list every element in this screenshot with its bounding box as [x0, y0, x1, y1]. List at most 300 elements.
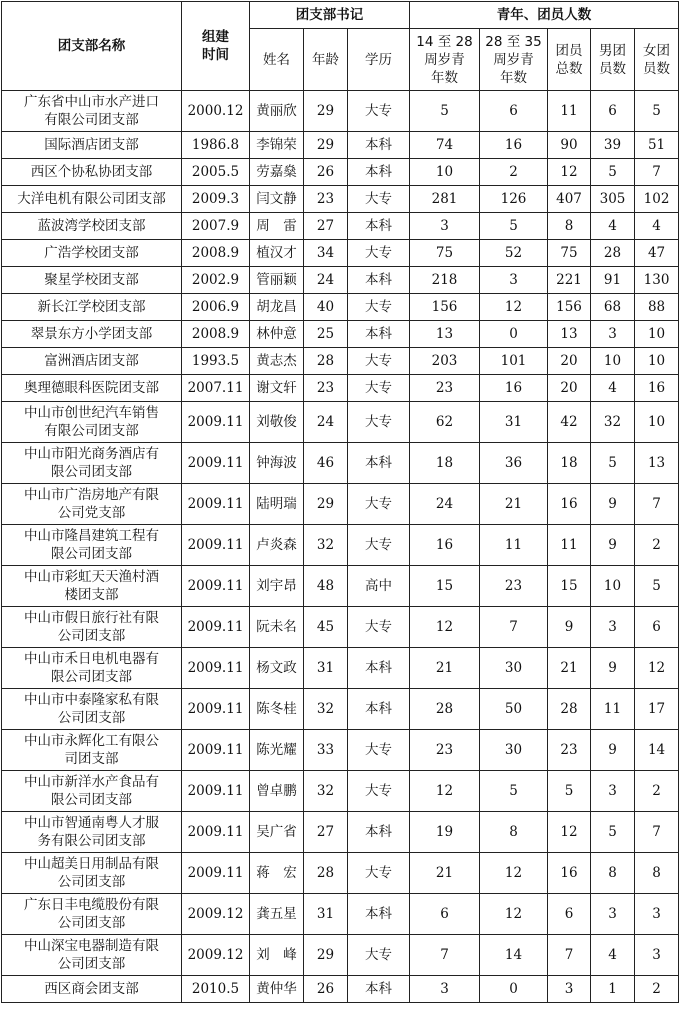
members-total: 3 [548, 976, 591, 1003]
secretary-name: 谢文轩 [250, 375, 304, 402]
secretary-name: 杨文政 [250, 648, 304, 689]
youth-28-35-count: 0 [480, 321, 548, 348]
header-count-group: 青年、团员人数 [410, 2, 679, 29]
established-time: 2009.11 [182, 648, 250, 689]
youth-14-28-count: 21 [410, 648, 480, 689]
youth-14-28-count: 24 [410, 484, 480, 525]
youth-28-35-count: 23 [480, 566, 548, 607]
members-female: 51 [635, 132, 679, 159]
youth-14-28-count: 203 [410, 348, 480, 375]
secretary-name: 黄丽欣 [250, 91, 304, 132]
youth-14-28-count: 15 [410, 566, 480, 607]
secretary-education: 大专 [348, 935, 410, 976]
members-total: 90 [548, 132, 591, 159]
members-male: 3 [591, 771, 635, 812]
members-male: 5 [591, 159, 635, 186]
members-total: 5 [548, 771, 591, 812]
header-members-total: 团员 总数 [548, 29, 591, 91]
youth-28-35-count: 126 [480, 186, 548, 213]
members-female: 10 [635, 402, 679, 443]
secretary-name: 李锦荣 [250, 132, 304, 159]
secretary-age: 29 [304, 132, 348, 159]
header-secretary-education: 学历 [348, 29, 410, 91]
members-female: 2 [635, 771, 679, 812]
members-total: 28 [548, 689, 591, 730]
established-time: 2009.3 [182, 186, 250, 213]
established-time: 2009.11 [182, 812, 250, 853]
secretary-age: 24 [304, 267, 348, 294]
secretary-age: 31 [304, 894, 348, 935]
table-row [2, 91, 679, 132]
branch-name: 广浩学校团支部 [2, 240, 182, 267]
members-total: 9 [548, 607, 591, 648]
established-time: 1993.5 [182, 348, 250, 375]
secretary-age: 27 [304, 213, 348, 240]
youth-14-28-count: 62 [410, 402, 480, 443]
youth-28-35-count: 11 [480, 525, 548, 566]
branch-name: 中山市中泰隆家私有限 公司团支部 [2, 689, 182, 730]
members-male: 68 [591, 294, 635, 321]
secretary-age: 40 [304, 294, 348, 321]
youth-28-35-count: 16 [480, 375, 548, 402]
header-branch-name: 团支部名称 [2, 2, 182, 91]
youth-14-28-count: 18 [410, 443, 480, 484]
table-row [2, 607, 679, 648]
branch-name: 中山市彩虹天天渔村酒 楼团支部 [2, 566, 182, 607]
members-male: 3 [591, 607, 635, 648]
established-time: 2008.9 [182, 321, 250, 348]
secretary-age: 28 [304, 853, 348, 894]
members-male: 11 [591, 689, 635, 730]
members-male: 4 [591, 213, 635, 240]
members-total: 23 [548, 730, 591, 771]
table-row [2, 321, 679, 348]
secretary-age: 31 [304, 648, 348, 689]
members-total: 407 [548, 186, 591, 213]
table-row [2, 648, 679, 689]
members-female: 7 [635, 484, 679, 525]
table-row [2, 159, 679, 186]
secretary-name: 刘 峰 [250, 935, 304, 976]
secretary-education: 本科 [348, 689, 410, 730]
members-total: 20 [548, 375, 591, 402]
secretary-name: 钟海波 [250, 443, 304, 484]
established-time: 2009.11 [182, 402, 250, 443]
secretary-age: 23 [304, 186, 348, 213]
branch-name: 奥理德眼科医院团支部 [2, 375, 182, 402]
youth-14-28-count: 74 [410, 132, 480, 159]
secretary-education: 本科 [348, 321, 410, 348]
members-total: 8 [548, 213, 591, 240]
branch-name: 大洋电机有限公司团支部 [2, 186, 182, 213]
branch-name: 中山市新洋水产食品有 限公司团支部 [2, 771, 182, 812]
youth-14-28-count: 23 [410, 375, 480, 402]
secretary-age: 24 [304, 402, 348, 443]
branch-name: 新长江学校团支部 [2, 294, 182, 321]
header-established: 组建 时间 [182, 2, 250, 91]
members-female: 5 [635, 91, 679, 132]
branch-name: 中山深宝电器制造有限 公司团支部 [2, 935, 182, 976]
members-female: 10 [635, 348, 679, 375]
table-row [2, 240, 679, 267]
youth-28-35-count: 30 [480, 648, 548, 689]
members-male: 5 [591, 812, 635, 853]
secretary-name: 周 雷 [250, 213, 304, 240]
secretary-education: 本科 [348, 812, 410, 853]
members-female: 3 [635, 894, 679, 935]
secretary-education: 大专 [348, 186, 410, 213]
members-male: 305 [591, 186, 635, 213]
secretary-name: 植汉才 [250, 240, 304, 267]
table-row [2, 730, 679, 771]
table-row [2, 267, 679, 294]
members-male: 6 [591, 91, 635, 132]
youth-14-28-count: 19 [410, 812, 480, 853]
secretary-education: 大专 [348, 525, 410, 566]
members-female: 14 [635, 730, 679, 771]
members-total: 7 [548, 935, 591, 976]
established-time: 2009.11 [182, 566, 250, 607]
youth-14-28-count: 16 [410, 525, 480, 566]
branch-name: 聚星学校团支部 [2, 267, 182, 294]
members-female: 13 [635, 443, 679, 484]
members-total: 12 [548, 159, 591, 186]
members-total: 18 [548, 443, 591, 484]
secretary-name: 曾卓鹏 [250, 771, 304, 812]
members-female: 17 [635, 689, 679, 730]
secretary-age: 26 [304, 159, 348, 186]
youth-14-28-count: 7 [410, 935, 480, 976]
youth-14-28-count: 3 [410, 213, 480, 240]
table-row [2, 375, 679, 402]
branch-name: 翠景东方小学团支部 [2, 321, 182, 348]
secretary-age: 29 [304, 484, 348, 525]
members-male: 8 [591, 853, 635, 894]
table-header [2, 2, 679, 91]
secretary-age: 32 [304, 771, 348, 812]
table-body [2, 91, 679, 1003]
branch-name: 中山市创世纪汽车销售 有限公司团支部 [2, 402, 182, 443]
secretary-name: 陆明瑞 [250, 484, 304, 525]
youth-28-35-count: 16 [480, 132, 548, 159]
youth-14-28-count: 3 [410, 976, 480, 1003]
table-row [2, 525, 679, 566]
table-row [2, 443, 679, 484]
members-male: 28 [591, 240, 635, 267]
branch-name: 西区个协私协团支部 [2, 159, 182, 186]
youth-14-28-count: 75 [410, 240, 480, 267]
established-time: 2009.11 [182, 771, 250, 812]
established-time: 2009.12 [182, 935, 250, 976]
members-male: 3 [591, 321, 635, 348]
secretary-age: 32 [304, 689, 348, 730]
youth-28-35-count: 14 [480, 935, 548, 976]
branch-name: 中山市广浩房地产有限 公司党支部 [2, 484, 182, 525]
header-secretary-group: 团支部书记 [250, 2, 410, 29]
secretary-age: 32 [304, 525, 348, 566]
members-female: 88 [635, 294, 679, 321]
members-total: 16 [548, 853, 591, 894]
secretary-name: 蒋 宏 [250, 853, 304, 894]
header-youth-28-35: 28 至 35 周岁青 年数 [480, 29, 548, 91]
branch-name: 中山市假日旅行社有限 公司团支部 [2, 607, 182, 648]
members-total: 16 [548, 484, 591, 525]
table-row [2, 294, 679, 321]
table-row [2, 348, 679, 375]
members-total: 15 [548, 566, 591, 607]
table-row [2, 935, 679, 976]
branch-name: 蓝波湾学校团支部 [2, 213, 182, 240]
youth-28-35-count: 7 [480, 607, 548, 648]
established-time: 2009.11 [182, 525, 250, 566]
secretary-name: 刘宇昂 [250, 566, 304, 607]
table-row [2, 213, 679, 240]
youth-28-35-count: 12 [480, 294, 548, 321]
members-female: 12 [635, 648, 679, 689]
table-row [2, 689, 679, 730]
branch-name: 中山超美日用制品有限 公司团支部 [2, 853, 182, 894]
table-row [2, 566, 679, 607]
youth-28-35-count: 5 [480, 213, 548, 240]
members-female: 102 [635, 186, 679, 213]
youth-14-28-count: 10 [410, 159, 480, 186]
youth-14-28-count: 6 [410, 894, 480, 935]
members-male: 32 [591, 402, 635, 443]
youth-14-28-count: 12 [410, 771, 480, 812]
members-male: 91 [591, 267, 635, 294]
members-female: 2 [635, 525, 679, 566]
youth-28-35-count: 31 [480, 402, 548, 443]
members-male: 3 [591, 894, 635, 935]
secretary-education: 大专 [348, 348, 410, 375]
table-row [2, 853, 679, 894]
youth-14-28-count: 12 [410, 607, 480, 648]
members-female: 7 [635, 812, 679, 853]
members-total: 75 [548, 240, 591, 267]
youth-14-28-count: 21 [410, 853, 480, 894]
secretary-age: 23 [304, 375, 348, 402]
branch-name: 中山市智通南粤人才服 务有限公司团支部 [2, 812, 182, 853]
branch-name: 广东省中山市水产进口 有限公司团支部 [2, 91, 182, 132]
youth-14-28-count: 5 [410, 91, 480, 132]
members-total: 21 [548, 648, 591, 689]
table-row [2, 976, 679, 1003]
table-row [2, 132, 679, 159]
established-time: 1986.8 [182, 132, 250, 159]
branch-name: 中山市禾日电机电器有 限公司团支部 [2, 648, 182, 689]
members-male: 4 [591, 375, 635, 402]
members-female: 3 [635, 935, 679, 976]
members-female: 5 [635, 566, 679, 607]
secretary-education: 大专 [348, 853, 410, 894]
youth-14-28-count: 28 [410, 689, 480, 730]
members-female: 10 [635, 321, 679, 348]
secretary-age: 33 [304, 730, 348, 771]
members-male: 1 [591, 976, 635, 1003]
youth-28-35-count: 30 [480, 730, 548, 771]
members-female: 47 [635, 240, 679, 267]
secretary-education: 本科 [348, 894, 410, 935]
secretary-age: 28 [304, 348, 348, 375]
secretary-education: 本科 [348, 213, 410, 240]
members-female: 4 [635, 213, 679, 240]
members-male: 4 [591, 935, 635, 976]
youth-28-35-count: 8 [480, 812, 548, 853]
established-time: 2005.5 [182, 159, 250, 186]
members-total: 12 [548, 812, 591, 853]
table-row [2, 812, 679, 853]
members-male: 5 [591, 443, 635, 484]
secretary-name: 吴广省 [250, 812, 304, 853]
secretary-name: 胡龙昌 [250, 294, 304, 321]
secretary-age: 48 [304, 566, 348, 607]
members-male: 10 [591, 566, 635, 607]
members-total: 6 [548, 894, 591, 935]
secretary-name: 黄仲华 [250, 976, 304, 1003]
members-female: 6 [635, 607, 679, 648]
secretary-education: 本科 [348, 443, 410, 484]
branch-name: 中山市阳光商务酒店有 限公司团支部 [2, 443, 182, 484]
members-female: 130 [635, 267, 679, 294]
members-female: 8 [635, 853, 679, 894]
secretary-education: 大专 [348, 375, 410, 402]
secretary-age: 25 [304, 321, 348, 348]
secretary-education: 大专 [348, 91, 410, 132]
youth-28-35-count: 101 [480, 348, 548, 375]
secretary-education: 大专 [348, 607, 410, 648]
secretary-education: 大专 [348, 402, 410, 443]
secretary-education: 本科 [348, 648, 410, 689]
youth-league-branch-table [1, 1, 679, 1003]
secretary-education: 大专 [348, 294, 410, 321]
established-time: 2009.11 [182, 730, 250, 771]
established-time: 2009.11 [182, 689, 250, 730]
secretary-education: 本科 [348, 159, 410, 186]
established-time: 2008.9 [182, 240, 250, 267]
established-time: 2009.11 [182, 443, 250, 484]
secretary-name: 劳嘉燊 [250, 159, 304, 186]
youth-28-35-count: 5 [480, 771, 548, 812]
header-youth-14-28: 14 至 28 周岁青 年数 [410, 29, 480, 91]
members-male: 9 [591, 648, 635, 689]
branch-name: 西区商会团支部 [2, 976, 182, 1003]
youth-14-28-count: 13 [410, 321, 480, 348]
secretary-age: 26 [304, 976, 348, 1003]
secretary-name: 陈冬桂 [250, 689, 304, 730]
secretary-education: 高中 [348, 566, 410, 607]
established-time: 2009.11 [182, 853, 250, 894]
branch-name: 广东日丰电缆股份有限 公司团支部 [2, 894, 182, 935]
youth-28-35-count: 12 [480, 894, 548, 935]
established-time: 2000.12 [182, 91, 250, 132]
members-total: 11 [548, 91, 591, 132]
secretary-name: 阮未名 [250, 607, 304, 648]
members-female: 7 [635, 159, 679, 186]
secretary-age: 46 [304, 443, 348, 484]
secretary-education: 本科 [348, 267, 410, 294]
branch-name: 富洲酒店团支部 [2, 348, 182, 375]
members-male: 9 [591, 525, 635, 566]
members-female: 2 [635, 976, 679, 1003]
established-time: 2009.11 [182, 607, 250, 648]
members-total: 20 [548, 348, 591, 375]
members-male: 39 [591, 132, 635, 159]
established-time: 2009.12 [182, 894, 250, 935]
secretary-name: 林仲意 [250, 321, 304, 348]
members-male: 10 [591, 348, 635, 375]
secretary-name: 闫文静 [250, 186, 304, 213]
table-row [2, 894, 679, 935]
youth-28-35-count: 0 [480, 976, 548, 1003]
established-time: 2007.11 [182, 375, 250, 402]
members-total: 156 [548, 294, 591, 321]
youth-14-28-count: 281 [410, 186, 480, 213]
youth-14-28-count: 23 [410, 730, 480, 771]
established-time: 2007.9 [182, 213, 250, 240]
youth-28-35-count: 52 [480, 240, 548, 267]
established-time: 2002.9 [182, 267, 250, 294]
youth-28-35-count: 6 [480, 91, 548, 132]
secretary-education: 本科 [348, 132, 410, 159]
table-row [2, 186, 679, 213]
secretary-age: 29 [304, 935, 348, 976]
table-row [2, 402, 679, 443]
secretary-name: 刘敬俊 [250, 402, 304, 443]
youth-28-35-count: 50 [480, 689, 548, 730]
youth-14-28-count: 218 [410, 267, 480, 294]
secretary-name: 黄志杰 [250, 348, 304, 375]
members-total: 11 [548, 525, 591, 566]
header-secretary-age: 年龄 [304, 29, 348, 91]
secretary-education: 大专 [348, 240, 410, 267]
established-time: 2006.9 [182, 294, 250, 321]
header-members-female: 女团 员数 [635, 29, 679, 91]
youth-28-35-count: 12 [480, 853, 548, 894]
branch-name: 国际酒店团支部 [2, 132, 182, 159]
secretary-age: 29 [304, 91, 348, 132]
youth-28-35-count: 2 [480, 159, 548, 186]
table-row [2, 484, 679, 525]
youth-14-28-count: 156 [410, 294, 480, 321]
youth-28-35-count: 36 [480, 443, 548, 484]
branch-name: 中山市永辉化工有限公 司团支部 [2, 730, 182, 771]
secretary-age: 45 [304, 607, 348, 648]
secretary-name: 龚五星 [250, 894, 304, 935]
secretary-age: 34 [304, 240, 348, 267]
branch-name: 中山市隆昌建筑工程有 限公司团支部 [2, 525, 182, 566]
members-total: 221 [548, 267, 591, 294]
secretary-name: 卢炎森 [250, 525, 304, 566]
secretary-name: 管丽颖 [250, 267, 304, 294]
youth-28-35-count: 21 [480, 484, 548, 525]
table-row [2, 771, 679, 812]
established-time: 2010.5 [182, 976, 250, 1003]
secretary-name: 陈光耀 [250, 730, 304, 771]
secretary-age: 27 [304, 812, 348, 853]
members-male: 9 [591, 484, 635, 525]
members-female: 16 [635, 375, 679, 402]
secretary-education: 本科 [348, 976, 410, 1003]
members-total: 42 [548, 402, 591, 443]
header-members-male: 男团 员数 [591, 29, 635, 91]
secretary-education: 大专 [348, 484, 410, 525]
header-secretary-name: 姓名 [250, 29, 304, 91]
secretary-education: 大专 [348, 771, 410, 812]
established-time: 2009.11 [182, 484, 250, 525]
members-male: 9 [591, 730, 635, 771]
members-total: 13 [548, 321, 591, 348]
secretary-education: 大专 [348, 730, 410, 771]
